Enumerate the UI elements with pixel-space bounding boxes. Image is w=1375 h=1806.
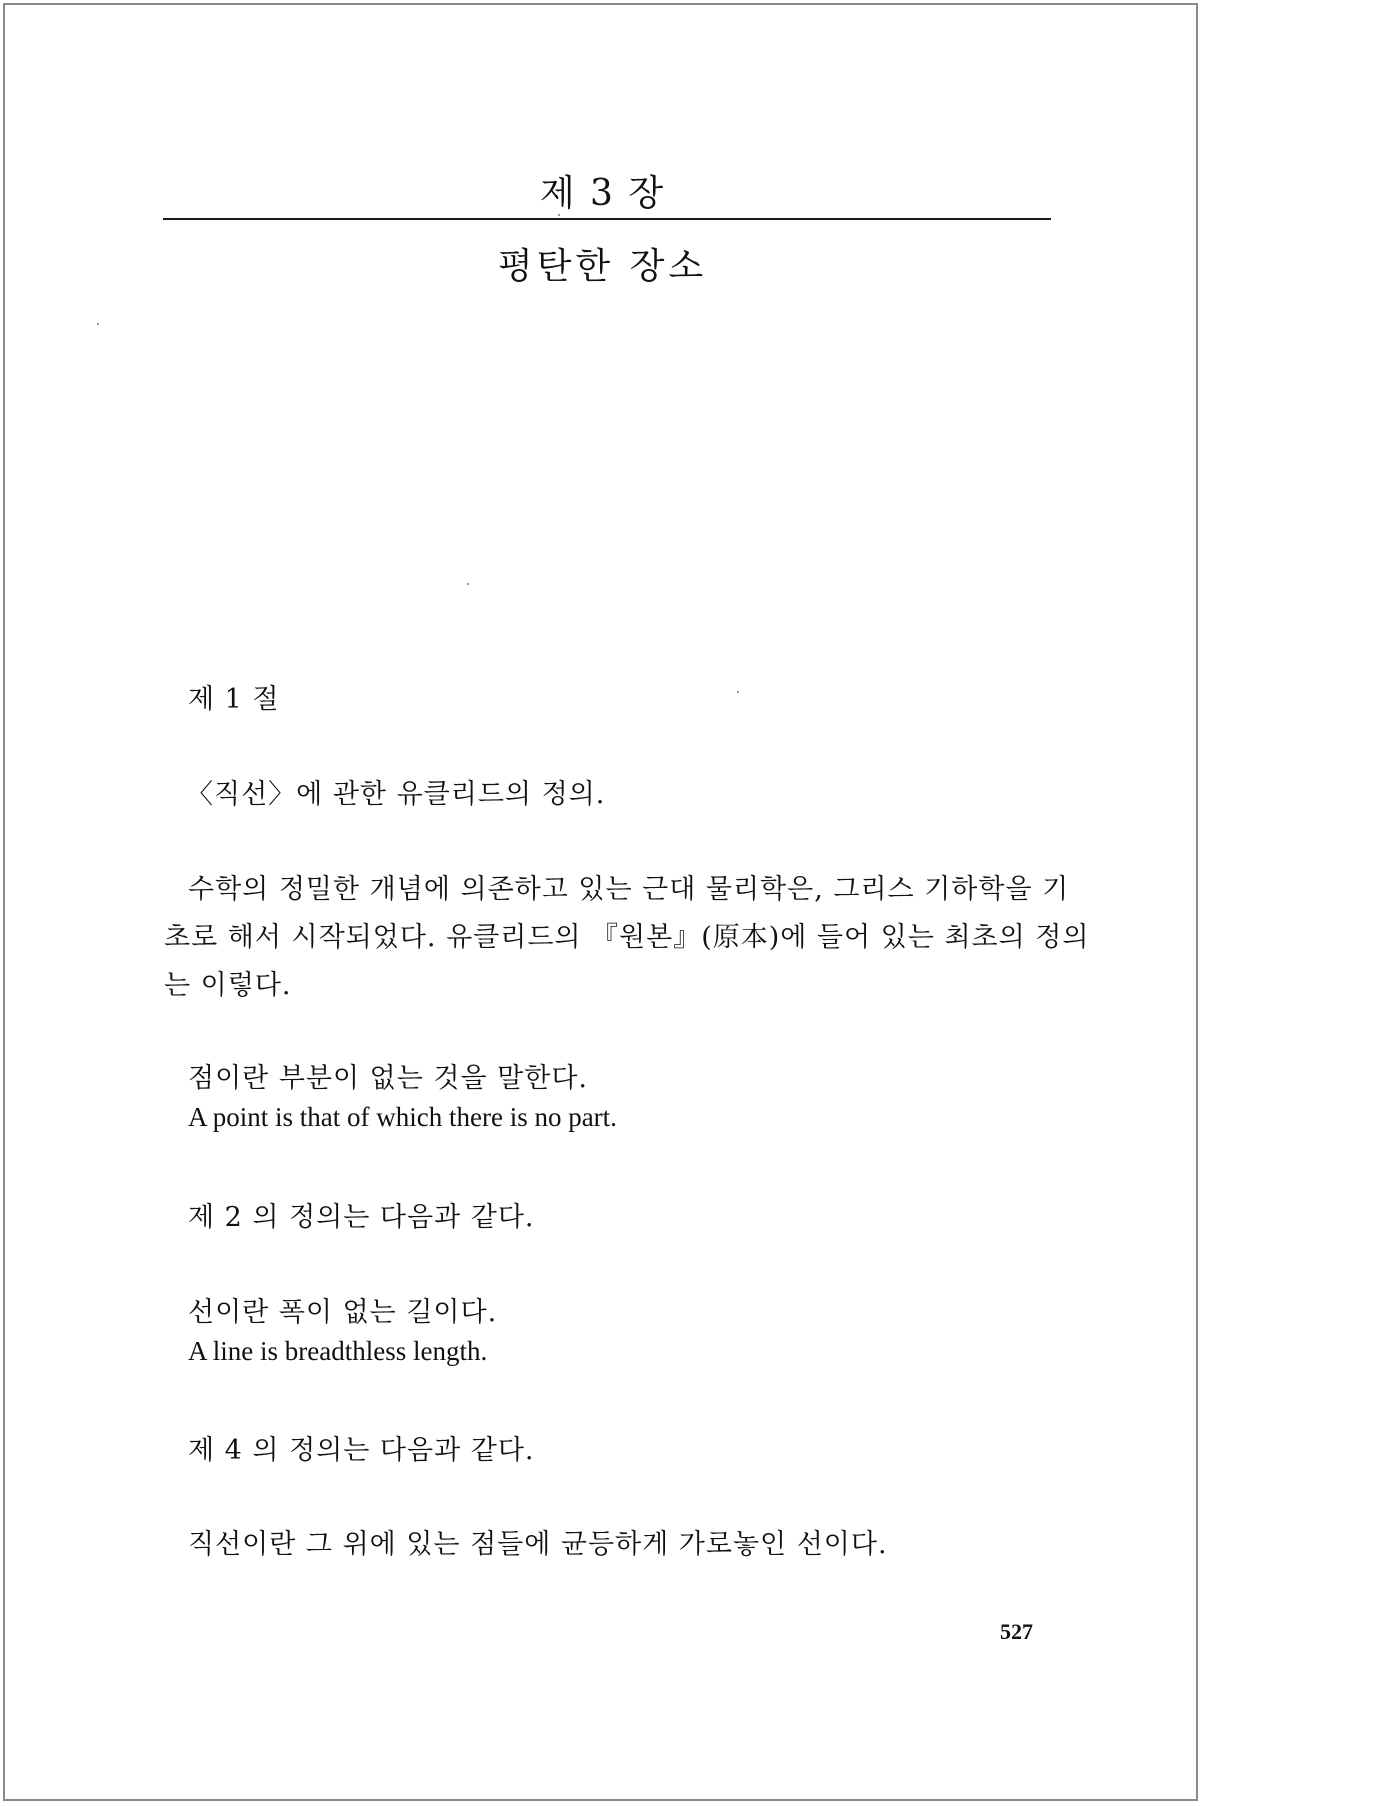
chapter-divider <box>163 218 1051 220</box>
scan-speck <box>97 323 99 325</box>
chapter-title: 평탄한 장소 <box>497 246 708 287</box>
scan-speck <box>558 214 560 216</box>
definition-point-english: A point is that of which there is no part. <box>188 1102 617 1132</box>
paragraph-line: 수학의 정밀한 개념에 의존하고 있는 근대 물리학은, 그리스 기하학을 기 <box>188 874 1070 905</box>
definition-straight-line-korean: 직선이란 그 위에 있는 점들에 균등하게 가로놓인 선이다. <box>188 1529 888 1560</box>
definition-line-korean: 선이란 폭이 없는 길이다. <box>188 1297 498 1328</box>
scan-speck <box>467 583 469 585</box>
paragraph-line: 는 이렇다. <box>164 970 292 1001</box>
definition-line-english: A line is breadthless length. <box>188 1336 488 1366</box>
page-number: 527 <box>1000 1619 1033 1644</box>
second-definition-intro: 제 2 의 정의는 다음과 같다. <box>188 1202 535 1233</box>
scan-speck <box>737 691 739 693</box>
book-side-edge <box>1198 0 1375 1806</box>
definition-point-korean: 점이란 부분이 없는 것을 말한다. <box>188 1063 588 1094</box>
book-page <box>3 3 1198 1801</box>
section-heading: 제 1 절 <box>188 684 280 715</box>
paragraph-line: 초로 해서 시작되었다. 유클리드의 『원본』(原本)에 들어 있는 최초의 정의 <box>164 922 1090 953</box>
chapter-number: 제 3 장 <box>539 173 666 214</box>
fourth-definition-intro: 제 4 의 정의는 다음과 같다. <box>188 1435 535 1466</box>
section-subtitle: 〈직선〉에 관한 유클리드의 정의. <box>186 779 606 810</box>
